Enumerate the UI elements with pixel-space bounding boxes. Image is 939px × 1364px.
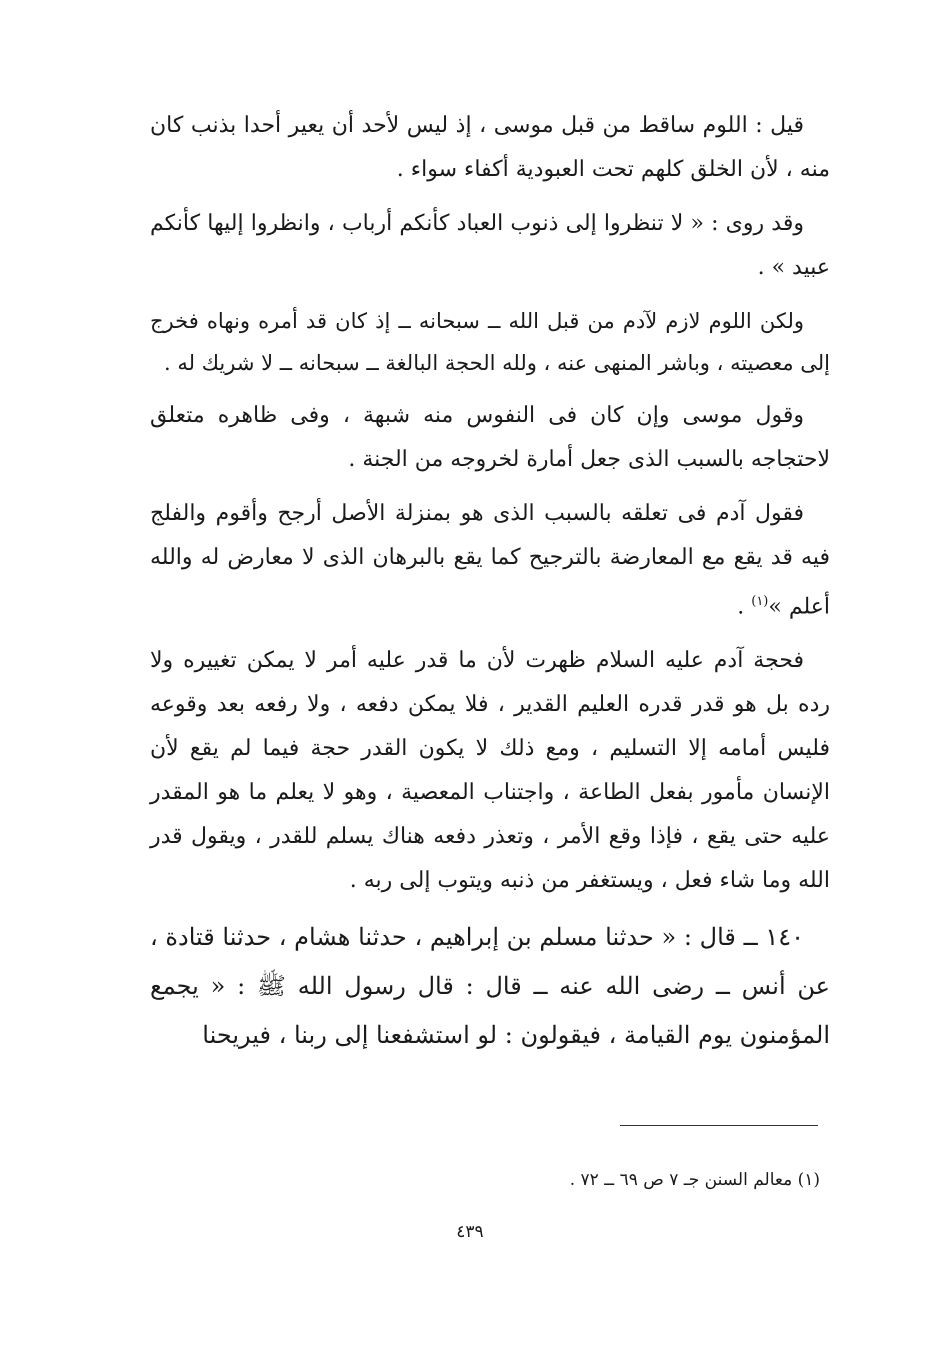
page-number: ٤٣٩ — [456, 1222, 484, 1242]
paragraph-5-text: فقول آدم فى تعلقه بالسبب الذى هو بمنزلة الأصل أرجح وأقوم والفلج فيه قد يقع مع المعارضة بالترجيح كما يقع بالبرهان الذى لا معارض له والله أعلم » — [150, 501, 830, 620]
paragraph-4: وقول موسى وإن كان فى النفوس منه شبهة ، وفى ظاهره متعلق لاحتجاجه بالسبب الذى جعل أمارة لخروجه من الجنة . — [150, 403, 830, 472]
paragraph-5-tail: . — [737, 594, 752, 620]
paragraph-1: قيل : اللوم ساقط من قبل موسى ، إذ ليس لأحد أن يعير أحدا بذنب كان منه ، لأن الخلق كلهم تحت العبودية أكفاء سواء . — [150, 113, 830, 182]
body-text — [150, 104, 830, 1060]
paragraph-3: ولكن اللوم لازم لآدم من قبل الله ــ سبحانه ــ إذ كان قد أمره ونهاه فخرج إلى معصيته ، وباشر المنهى عنه ، ولله الحجة البالغة ــ سبحانه ــ لا شريك له . — [150, 309, 830, 375]
paragraph-6: فحجة آدم عليه السلام ظهرت لأن ما قدر عليه أمر لا يمكن تغييره ولا رده بل هو قدر قدره العليم القدير ، فلا يمكن دفعه ، ولا رفعه بعد وقوعه فليس أمامه إلا التسليم ، ومع ذلك لا يكون القدر حجة فيما لم يقع لأن الإنسان مأمور بفعل الطاعة ، واجتناب المعصية ، وهو لا يعلم ما هو المقدر عليه حتى يقع ، فإذا وقع الأمر ، وتعذر دفعه هناك يسلم للقدر ، ويقول قدر الله وما شاء فعل ، ويستغفر من ذنبه ويتوب إلى ربه . — [150, 648, 830, 894]
paragraph-5 — [150, 492, 830, 629]
paragraph-2: وقد روى : « لا تنظروا إلى ذنوب العباد كأنكم أرباب ، وانظروا إليها كأنكم عبيد » . — [150, 211, 830, 280]
footnote-divider — [620, 1125, 818, 1126]
footnote: (١) معالم السنن جـ ٧ ص ٦٩ ــ ٧٢ . — [569, 1170, 820, 1190]
footnote-reference: (١) — [751, 594, 769, 609]
paragraph-hadith-140: ١٤٠ ــ قال : « حدثنا مسلم بن إبراهيم ، حدثنا هشام ، حدثنا قتادة ، عن أنس ــ رضى الله عنه ــ قال : قال رسول الله ﷺ : « يجمع المؤمنون يوم القيامة ، فيقولون : لو استشفعنا إلى ربنا ، فيريحنا — [150, 923, 830, 1050]
